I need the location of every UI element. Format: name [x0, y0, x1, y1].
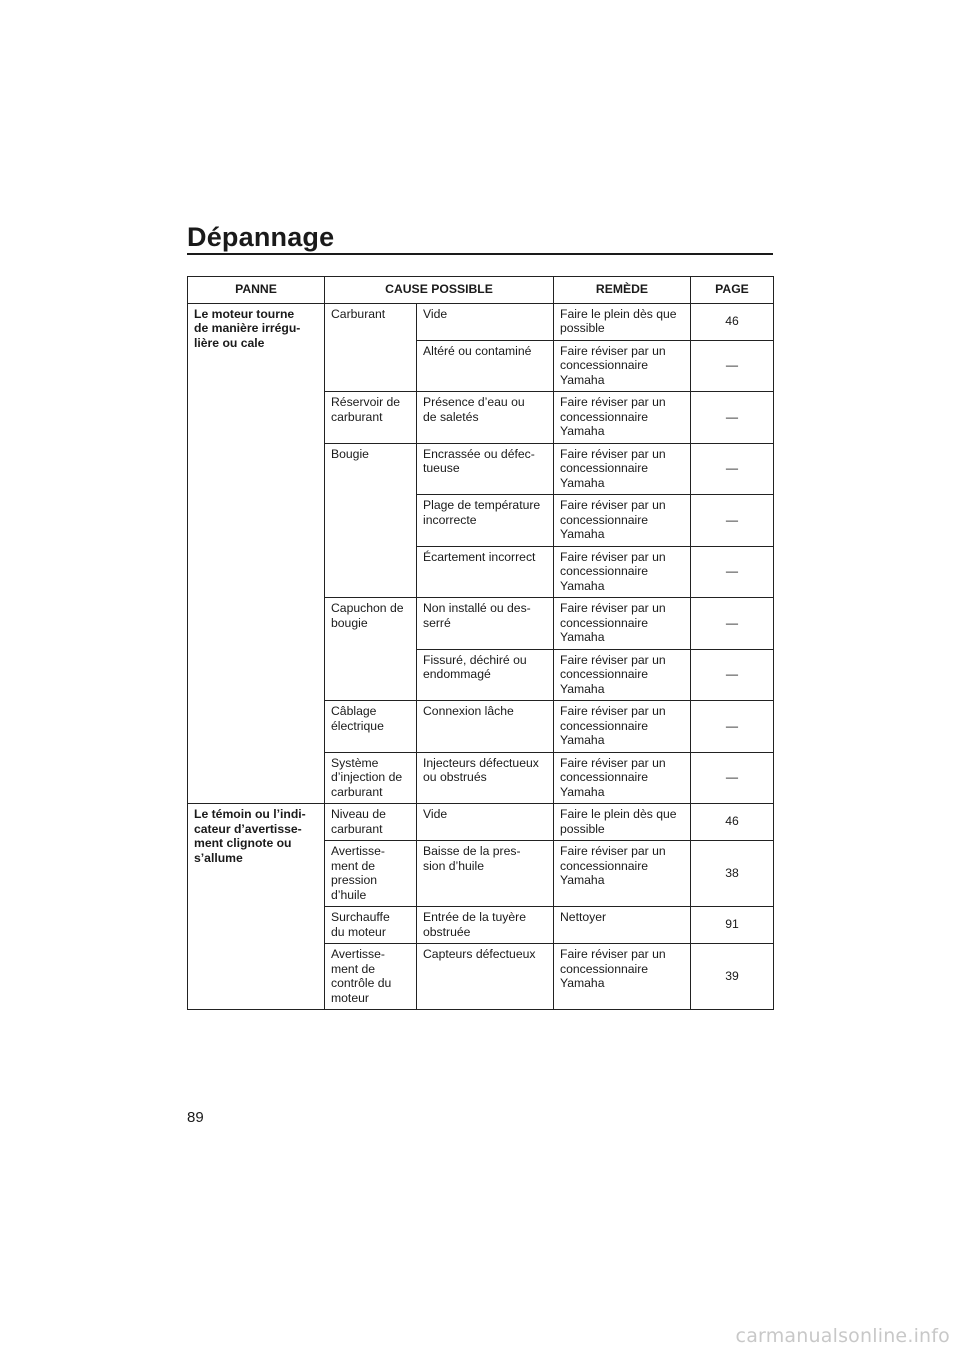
header-panne: PANNE: [188, 277, 325, 304]
remedy-cell: Faire réviser par un concessionnaire Yamaha: [554, 649, 691, 701]
remedy-cell: Faire réviser par un concessionnaire Yamaha: [554, 392, 691, 444]
page-ref-cell: —: [691, 392, 774, 444]
cause-cell: Bougie: [325, 443, 417, 598]
cause-detail-cell: Présence d’eau ou de saletés: [417, 392, 554, 444]
cause-detail-cell: Non installé ou des- serré: [417, 598, 554, 650]
fault-cell: Le moteur tourne de manière irrégu- lière ou cale: [188, 303, 325, 804]
remedy-cell: Faire réviser par un concessionnaire Yamaha: [554, 546, 691, 598]
cause-detail-cell: Fissuré, déchiré ou endommagé: [417, 649, 554, 701]
cause-detail-cell: Connexion lâche: [417, 701, 554, 753]
cause-cell: Niveau de carburant: [325, 804, 417, 841]
cause-cell: Avertisse- ment de pression d’huile: [325, 841, 417, 907]
header-remede: REMÈDE: [554, 277, 691, 304]
header-page: PAGE: [691, 277, 774, 304]
cause-cell: Capuchon de bougie: [325, 598, 417, 701]
page-ref-cell: —: [691, 598, 774, 650]
title-rule: [187, 253, 773, 255]
table-header-row: [188, 277, 774, 304]
cause-detail-cell: Vide: [417, 804, 554, 841]
table-body: [188, 303, 774, 1010]
remedy-cell: Faire réviser par un concessionnaire Yamaha: [554, 443, 691, 495]
cause-detail-cell: Injecteurs défectueux ou obstrués: [417, 752, 554, 804]
remedy-cell: Faire réviser par un concessionnaire Yamaha: [554, 944, 691, 1010]
cause-cell: Réservoir de carburant: [325, 392, 417, 444]
cause-detail-cell: Altéré ou contaminé: [417, 340, 554, 392]
cause-detail-cell: Baisse de la pres- sion d’huile: [417, 841, 554, 907]
page-ref-cell: 46: [691, 303, 774, 340]
remedy-cell: Nettoyer: [554, 907, 691, 944]
page-ref-cell: —: [691, 495, 774, 547]
page-ref-cell: 38: [691, 841, 774, 907]
cause-cell: Avertisse- ment de contrôle du moteur: [325, 944, 417, 1010]
table-row: [188, 804, 774, 841]
remedy-cell: Faire réviser par un concessionnaire Yamaha: [554, 752, 691, 804]
remedy-cell: Faire réviser par un concessionnaire Yamaha: [554, 841, 691, 907]
fault-cell: Le témoin ou l’indi- cateur d’avertisse- ment clignote ou s’allume: [188, 804, 325, 1010]
page-ref-cell: 39: [691, 944, 774, 1010]
table-row: [188, 303, 774, 340]
cause-detail-cell: Capteurs défectueux: [417, 944, 554, 1010]
remedy-cell: Faire réviser par un concessionnaire Yamaha: [554, 495, 691, 547]
cause-detail-cell: Vide: [417, 303, 554, 340]
page-ref-cell: —: [691, 443, 774, 495]
remedy-cell: Faire le plein dès que possible: [554, 303, 691, 340]
page-ref-cell: —: [691, 546, 774, 598]
remedy-cell: Faire réviser par un concessionnaire Yamaha: [554, 598, 691, 650]
page-number: 89: [187, 1109, 204, 1126]
cause-cell: Système d’injection de carburant: [325, 752, 417, 804]
remedy-cell: Faire le plein dès que possible: [554, 804, 691, 841]
remedy-cell: Faire réviser par un concessionnaire Yamaha: [554, 701, 691, 753]
cause-detail-cell: Écartement incorrect: [417, 546, 554, 598]
troubleshooting-table: [187, 276, 774, 1010]
page-ref-cell: —: [691, 649, 774, 701]
page-ref-cell: —: [691, 340, 774, 392]
cause-detail-cell: Plage de température incorrecte: [417, 495, 554, 547]
header-cause: CAUSE POSSIBLE: [325, 277, 554, 304]
cause-cell: Câblage électrique: [325, 701, 417, 753]
page-ref-cell: 46: [691, 804, 774, 841]
page-ref-cell: —: [691, 752, 774, 804]
cause-cell: Carburant: [325, 303, 417, 392]
cause-detail-cell: Entrée de la tuyère obstruée: [417, 907, 554, 944]
page-ref-cell: 91: [691, 907, 774, 944]
remedy-cell: Faire réviser par un concessionnaire Yamaha: [554, 340, 691, 392]
page-ref-cell: —: [691, 701, 774, 753]
page-title: Dépannage: [187, 222, 335, 252]
cause-detail-cell: Encrassée ou défec- tueuse: [417, 443, 554, 495]
watermark: carmanualsonline.info: [735, 1325, 950, 1347]
cause-cell: Surchauffe du moteur: [325, 907, 417, 944]
